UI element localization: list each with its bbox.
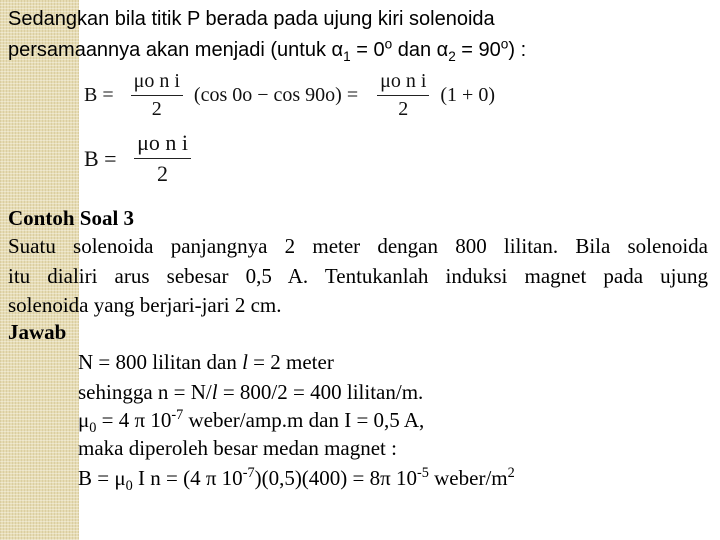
example-paragraph-line-3: solenoida yang berjari-jari 2 cm. — [8, 293, 282, 317]
solution-text: )(0,5)(400) = 8π 10 — [254, 466, 417, 490]
alpha-symbol: α — [436, 39, 449, 61]
equation-rhs: (1 + 0) — [440, 84, 495, 106]
connector-word: dan — [392, 39, 437, 61]
solution-text: I n = (4 π 10 — [132, 466, 243, 490]
fraction-denominator: 2 — [157, 161, 169, 186]
equation-lhs: B = — [84, 84, 114, 106]
length-symbol: l — [211, 380, 218, 404]
intro-line-2 — [8, 38, 526, 63]
solution-text: = 2 meter — [247, 350, 334, 374]
fraction-numerator: μo n i — [134, 130, 191, 159]
fraction-numerator: μo n i — [377, 70, 429, 96]
solution-text: weber/m — [428, 466, 508, 490]
intro-end: ) : — [508, 39, 527, 61]
intro-text-1: Sedangkan bila titik P berada pada ujung kiri solenoida — [8, 8, 495, 30]
solution-line-5 — [78, 465, 515, 495]
angle-value-0: = 0 — [350, 39, 385, 61]
solution-text: sehingga n = N/ — [78, 380, 212, 404]
mu-symbol: μ — [78, 408, 90, 432]
exponent: 2 — [507, 465, 515, 481]
example-paragraph-line-1: Suatu solenoida panjangnya 2 meter dengan 800 lilitan. Bila solenoida — [8, 234, 708, 258]
equation-lhs: B = — [84, 145, 117, 171]
equation-2 — [80, 130, 197, 187]
fraction — [377, 70, 429, 121]
solution-line-2 — [78, 380, 423, 404]
solution-text: = 800/2 = 400 lilitan/m. — [217, 380, 424, 404]
solution-line-3 — [78, 407, 425, 437]
intro-line-1 — [8, 7, 495, 32]
length-symbol: l — [242, 350, 248, 374]
solution-text: = 4 π 10 — [96, 408, 172, 432]
mu-subscript: 0 — [89, 420, 97, 437]
fraction-numerator: μo n i — [131, 70, 183, 96]
exponent: -7 — [171, 407, 184, 423]
fraction-denominator: 2 — [398, 98, 409, 120]
alpha-subscript-1: 1 — [343, 49, 351, 64]
example-paragraph-line-2: itu dialiri arus sebesar 0,5 A. Tentukanlah induksi magnet pada ujung — [8, 264, 708, 288]
degree-mark: o — [500, 36, 509, 52]
example-heading: Contoh Soal 3 — [8, 206, 135, 230]
alpha-subscript-2: 2 — [448, 49, 456, 64]
exponent: -7 — [242, 465, 255, 481]
fraction — [134, 130, 191, 187]
solution-line-4: maka diperoleh besar medan magnet : — [78, 436, 397, 460]
solution-line-1 — [78, 350, 334, 374]
equation-1 — [80, 70, 495, 121]
equation-middle: (cos 0o − cos 90o) = — [193, 84, 359, 106]
solution-text: weber/amp.m dan I = 0,5 A, — [183, 408, 425, 432]
exponent: -5 — [417, 465, 429, 481]
solution-text: N = 800 lilitan dan — [78, 350, 243, 374]
solution-text: B = μ — [78, 466, 126, 490]
alpha-symbol: α — [331, 39, 344, 61]
degree-mark: o — [384, 36, 393, 52]
mu-subscript: 0 — [125, 478, 133, 495]
intro-text-2: persamaannya akan menjadi (untuk — [8, 39, 332, 61]
fraction-denominator: 2 — [151, 98, 162, 120]
angle-value-90: = 90 — [455, 39, 501, 61]
fraction — [131, 70, 183, 121]
answer-heading: Jawab — [8, 320, 67, 344]
